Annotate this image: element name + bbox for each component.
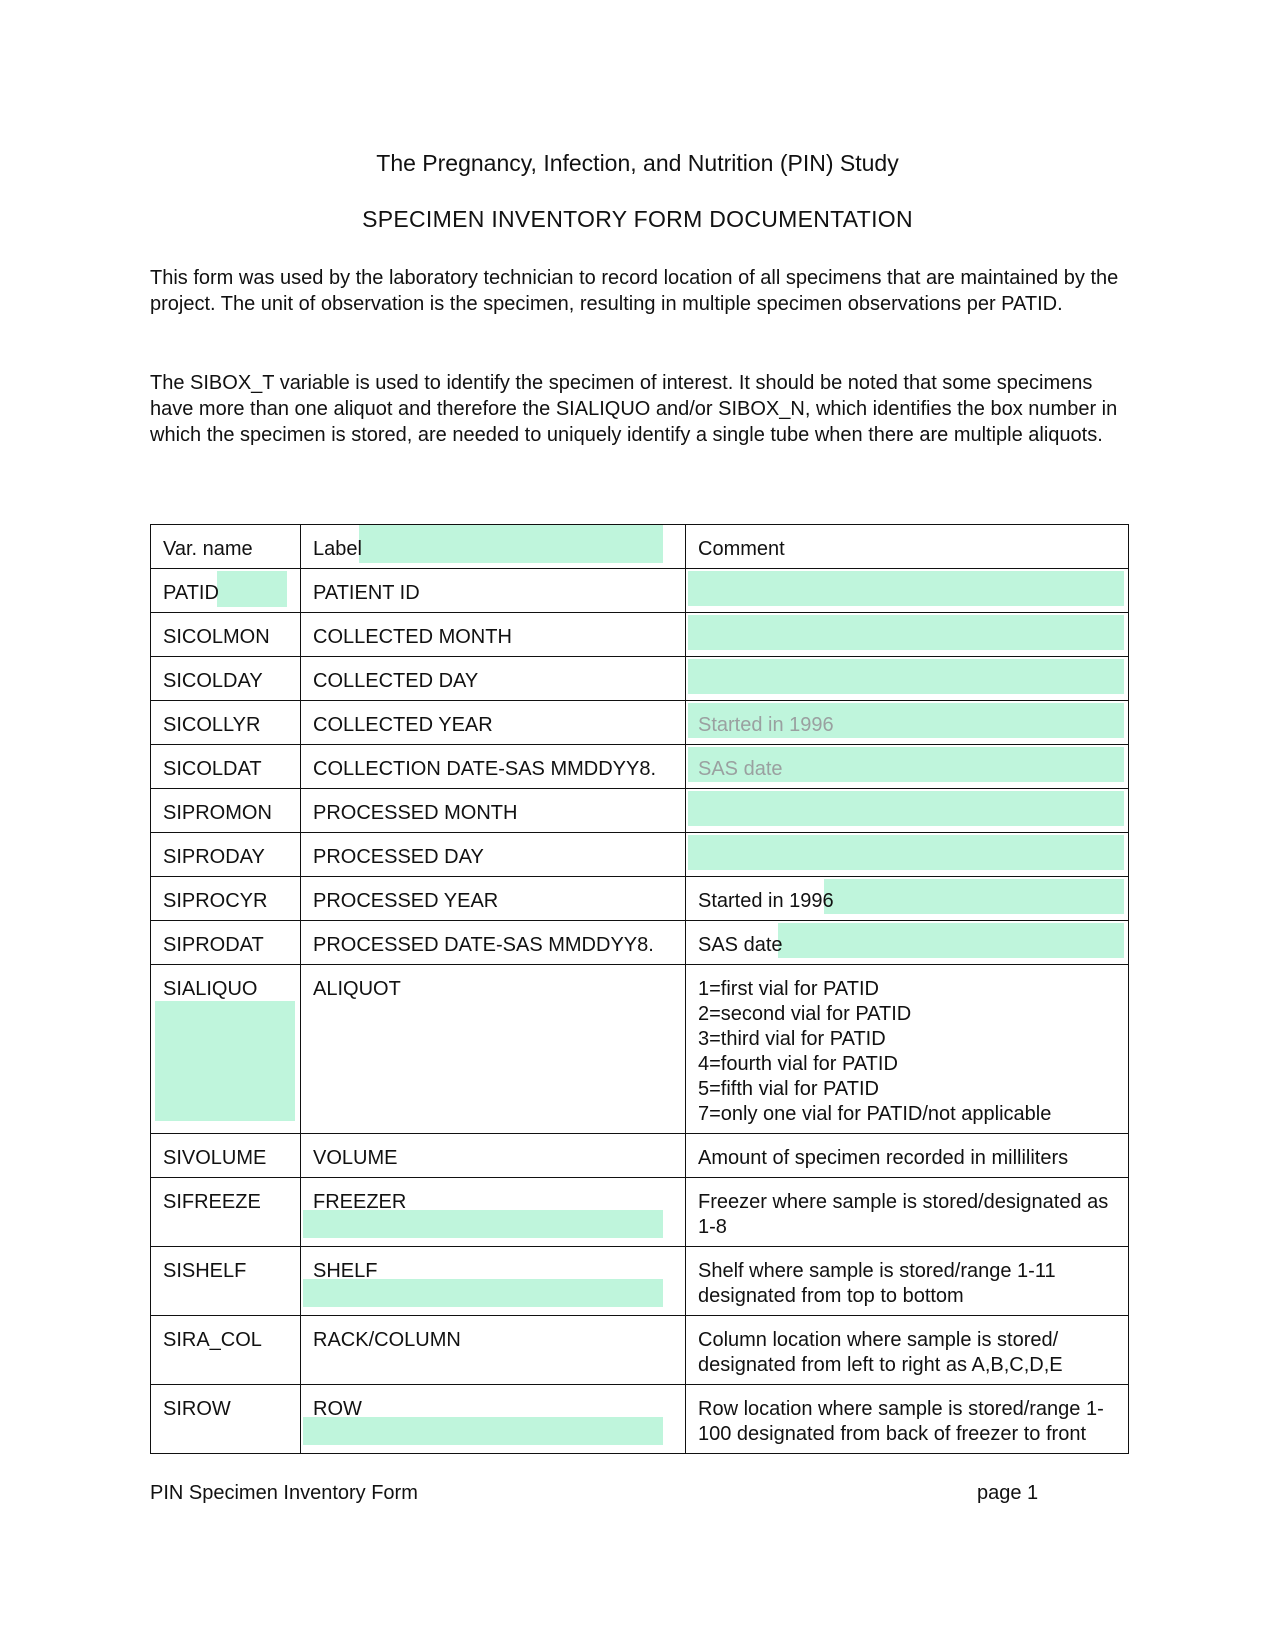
- aliquot-code: 5=fifth vial for PATID: [698, 1078, 879, 1100]
- comment-cell: Row location where sample is stored/range 1-100 designated from back of freezer to front: [686, 1385, 1129, 1454]
- label-cell: COLLECTED YEAR: [301, 701, 686, 745]
- aliquot-code: 7=only one vial for PATID/not applicable: [698, 1103, 1052, 1125]
- aliquot-code-list: [698, 977, 1116, 1127]
- label-cell: SHELF: [301, 1247, 686, 1316]
- label-cell: ROW: [301, 1385, 686, 1454]
- aliquot-code: 1=first vial for PATID: [698, 978, 879, 1000]
- table-row: [151, 569, 1129, 613]
- comment-cell: [686, 657, 1129, 701]
- comment-cell: [686, 833, 1129, 877]
- aliquot-code: 4=fourth vial for PATID: [698, 1053, 898, 1075]
- label-cell: COLLECTED DAY: [301, 657, 686, 701]
- var-cell: SIRA_COL: [151, 1316, 301, 1385]
- comment-cell: Column location where sample is stored/ designated from left to right as A,B,C,D,E: [686, 1316, 1129, 1385]
- table-row: [151, 921, 1129, 965]
- aliquot-code: 2=second vial for PATID: [698, 1003, 912, 1025]
- table-row: [151, 789, 1129, 833]
- comment-cell: SAS date: [686, 745, 1129, 789]
- table-row: [151, 1134, 1129, 1178]
- var-cell: SIPRODAT: [151, 921, 301, 965]
- var-cell: SIALIQUO: [151, 965, 301, 1134]
- footer-form-name: PIN Specimen Inventory Form: [150, 1482, 418, 1504]
- table-row: [151, 701, 1129, 745]
- table-row: [151, 613, 1129, 657]
- label-cell: ALIQUOT: [301, 965, 686, 1134]
- label-cell: PROCESSED DAY: [301, 833, 686, 877]
- header-var-name: Var. name: [151, 525, 301, 569]
- table-row: [151, 657, 1129, 701]
- label-cell: FREEZER: [301, 1178, 686, 1247]
- variable-table: [150, 524, 1129, 1454]
- table-row: [151, 965, 1129, 1134]
- table-row: [151, 1385, 1129, 1454]
- table-row: [151, 833, 1129, 877]
- var-cell: SICOLDAY: [151, 657, 301, 701]
- var-cell: SIPROCYR: [151, 877, 301, 921]
- table-row: [151, 745, 1129, 789]
- comment-cell: [686, 613, 1129, 657]
- footer-page-number: page 1: [977, 1482, 1039, 1504]
- var-cell: SICOLDAT: [151, 745, 301, 789]
- header-comment: Comment: [686, 525, 1129, 569]
- var-cell: SIFREEZE: [151, 1178, 301, 1247]
- comment-cell: [686, 789, 1129, 833]
- var-cell: SICOLMON: [151, 613, 301, 657]
- var-cell: SIVOLUME: [151, 1134, 301, 1178]
- label-cell: PROCESSED DATE-SAS MMDDYY8.: [301, 921, 686, 965]
- header-label: Label: [301, 525, 686, 569]
- var-cell: SIPROMON: [151, 789, 301, 833]
- label-cell: VOLUME: [301, 1134, 686, 1178]
- comment-cell: Shelf where sample is stored/range 1-11 designated from top to bottom: [686, 1247, 1129, 1316]
- document-title: The Pregnancy, Infection, and Nutrition (PIN) Study: [376, 150, 899, 176]
- comment-cell: [686, 569, 1129, 613]
- label-cell: COLLECTION DATE-SAS MMDDYY8.: [301, 745, 686, 789]
- comment-cell: [686, 965, 1129, 1134]
- comment-cell: SAS date: [686, 921, 1129, 965]
- var-cell: SISHELF: [151, 1247, 301, 1316]
- intro-paragraph: This form was used by the laboratory technician to record location of all specimens that are maintained by the project. The unit of observation is the specimen, resulting in multiple specimen observations per PATID.: [150, 267, 1119, 315]
- table-row: [151, 1178, 1129, 1247]
- table-row: [151, 877, 1129, 921]
- aliquot-code: 3=third vial for PATID: [698, 1028, 886, 1050]
- var-cell: SICOLLYR: [151, 701, 301, 745]
- var-cell: SIROW: [151, 1385, 301, 1454]
- var-cell: PATID: [151, 569, 301, 613]
- sibox-paragraph: The SIBOX_T variable is used to identify the specimen of interest. It should be noted that some specimens have more than one aliquot and therefore the SIALIQUO and/or SIBOX_N, which identifies the box number in which the specimen is stored, are needed to uniquely identify a single tube when there are multiple aliquots.: [150, 372, 1118, 446]
- table-row: [151, 1247, 1129, 1316]
- comment-cell: Amount of specimen recorded in milliliters: [686, 1134, 1129, 1178]
- document-subtitle: SPECIMEN INVENTORY FORM DOCUMENTATION: [362, 206, 913, 232]
- label-cell: RACK/COLUMN: [301, 1316, 686, 1385]
- table-header-row: [151, 525, 1129, 569]
- comment-cell: Freezer where sample is stored/designated as 1-8: [686, 1178, 1129, 1247]
- var-cell: SIPRODAY: [151, 833, 301, 877]
- comment-cell: Started in 1996: [686, 877, 1129, 921]
- table-row: [151, 1316, 1129, 1385]
- comment-cell: Started in 1996: [686, 701, 1129, 745]
- label-cell: PATIENT ID: [301, 569, 686, 613]
- label-cell: PROCESSED YEAR: [301, 877, 686, 921]
- label-cell: PROCESSED MONTH: [301, 789, 686, 833]
- label-cell: COLLECTED MONTH: [301, 613, 686, 657]
